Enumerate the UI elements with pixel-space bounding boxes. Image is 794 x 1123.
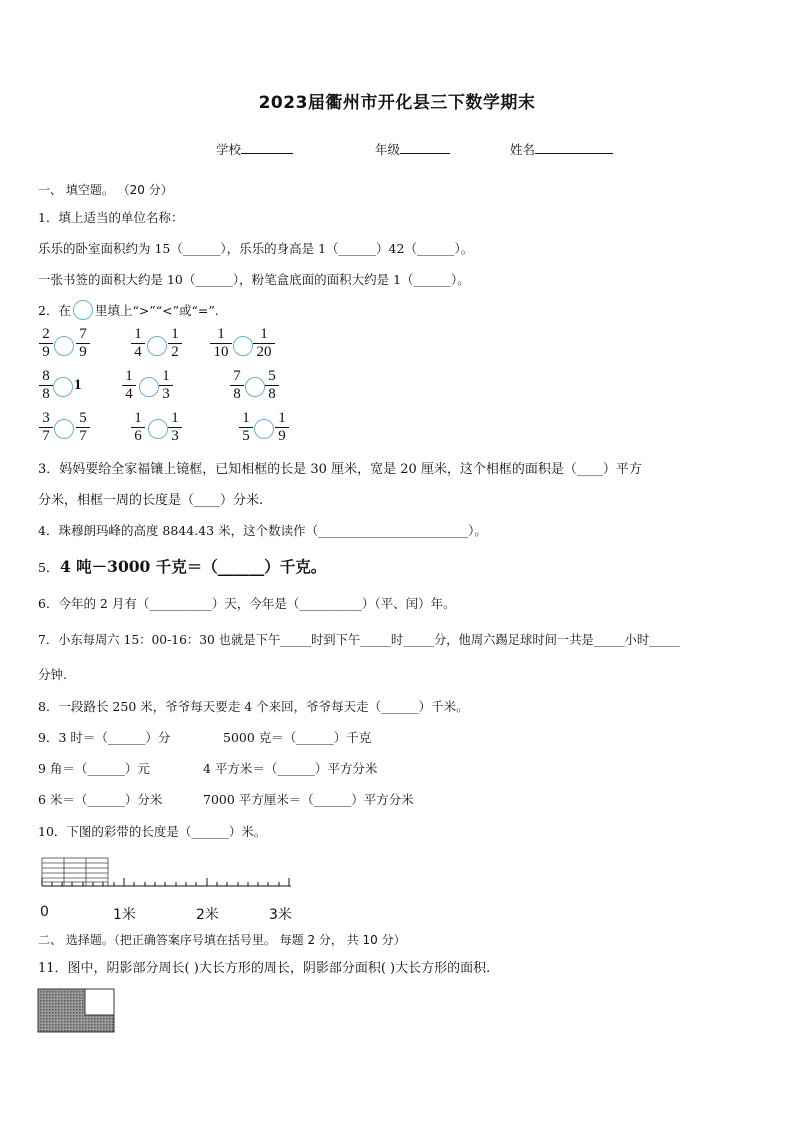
q3-line1: 3．妈妈要给全家福镶上镜框，已知相框的长是 30 厘米，宽是 20 厘米，这个相框的面积是（____）平方: [38, 462, 642, 477]
q5-number: 5．: [38, 560, 59, 575]
ribbon-ruler-figure: [36, 854, 306, 906]
ruler-label-1: 1米: [113, 907, 136, 923]
fraction: 5 8: [265, 368, 279, 402]
fraction: 1 2: [168, 326, 182, 360]
q9-row3-right: 7000 平方厘米＝（______）平方分米: [203, 792, 414, 807]
page-title: 2023届衢州市开化县三下数学期末: [258, 93, 536, 113]
fraction: 1 6: [131, 410, 145, 444]
name-field: [510, 140, 613, 158]
q3-line2: 分米，相框一周的长度是（____）分米.: [38, 493, 264, 508]
school-field: [216, 140, 293, 158]
fraction: 5 7: [76, 410, 90, 444]
q2-suffix: 里填上“>”“<”或“=”.: [95, 303, 219, 318]
q11-text: 11．图中，阴影部分周长( )大长方形的周长，阴影部分面积( )大长方形的面积.: [38, 961, 491, 976]
fraction: 1 10: [210, 326, 232, 360]
q5-text: 4 吨－3000 千克＝（______）千克。: [60, 557, 327, 576]
fraction: 1 9: [275, 410, 289, 444]
q6-text: 6．今年的 2 月有（__________）天，今年是（__________）（平、闰）年。: [38, 596, 456, 611]
compare-circle[interactable]: [53, 377, 73, 397]
fraction: 2 9: [39, 326, 53, 360]
ruler-label-3: 3米: [269, 907, 292, 923]
section2-heading: 二、 选择题。（把正确答案序号填在括号里。 每题 2 分， 共 10 分）: [38, 933, 406, 947]
q7-line1: 7．小东每周六 15：00-16：30 也就是下午_____时到下午_____时_____分，他周六踢足球时间一共是_____小时_____: [38, 633, 680, 647]
compare-circle[interactable]: [139, 377, 159, 397]
compare-circle[interactable]: [148, 419, 168, 439]
q9-row2-left: 9 角＝（______）元: [38, 761, 150, 776]
q2-prefix: 2．在: [38, 303, 71, 318]
fraction: 7 8: [230, 368, 244, 402]
compare-circle[interactable]: [245, 377, 265, 397]
compare-circle[interactable]: [147, 336, 167, 356]
q4-text: 4．珠穆朗玛峰的高度 8844.43 米，这个数读作（________________________）。: [38, 523, 487, 538]
fraction: 1 20: [253, 326, 275, 360]
q1-stem: 1．填上适当的单位名称：: [38, 210, 184, 225]
shaded-rectangle-figure: [37, 988, 117, 1034]
ruler-label-2: 2米: [196, 907, 219, 923]
fraction: 3 7: [39, 410, 53, 444]
fraction: 8 8: [39, 368, 53, 402]
compare-circle[interactable]: [54, 419, 74, 439]
name-blank[interactable]: [535, 141, 613, 154]
fraction: 1 4: [122, 368, 136, 402]
grade-label: 年级: [375, 142, 401, 157]
q1-line2: 一张书签的面积大约是 10（______），粉笔盒底面的面积大约是 1（______）。: [38, 272, 470, 287]
fraction: 1 5: [239, 410, 253, 444]
fraction: 1 3: [168, 410, 182, 444]
q9-row1-left: 9．3 时＝（______）分: [38, 730, 171, 745]
fraction: 1 3: [159, 368, 173, 402]
q10-stem: 10．下图的彩带的长度是（______）米。: [38, 824, 267, 839]
ruler-label-0: 0: [40, 904, 49, 920]
name-label: 姓名: [510, 142, 536, 157]
fraction: 7 9: [76, 326, 90, 360]
grade-field: [375, 140, 450, 158]
q9-row3-left: 6 米＝（______）分米: [38, 792, 163, 807]
ribbon: [42, 858, 108, 886]
q9-row1-right: 5000 克＝（______）千克: [223, 730, 372, 745]
fraction: 1 4: [131, 326, 145, 360]
compare-circle[interactable]: [54, 336, 74, 356]
whole-number: 1: [74, 377, 82, 393]
grade-blank[interactable]: [400, 141, 450, 154]
q9-row2-right: 4 平方米＝（______）平方分米: [203, 761, 378, 776]
compare-circle-example: [73, 300, 93, 320]
school-label: 学校: [216, 142, 242, 157]
q8-text: 8．一段路长 250 米，爷爷每天要走 4 个来回，爷爷每天走（______）千米。: [38, 699, 469, 714]
compare-circle[interactable]: [254, 419, 274, 439]
school-blank[interactable]: [241, 141, 293, 154]
q1-line1: 乐乐的卧室面积约为 15（______），乐乐的身高是 1（______）42（______）。: [38, 241, 474, 256]
section1-heading: 一、 填空题。 （20 分）: [38, 183, 173, 197]
q7-line2: 分钟.: [38, 667, 67, 682]
compare-circle[interactable]: [233, 336, 253, 356]
